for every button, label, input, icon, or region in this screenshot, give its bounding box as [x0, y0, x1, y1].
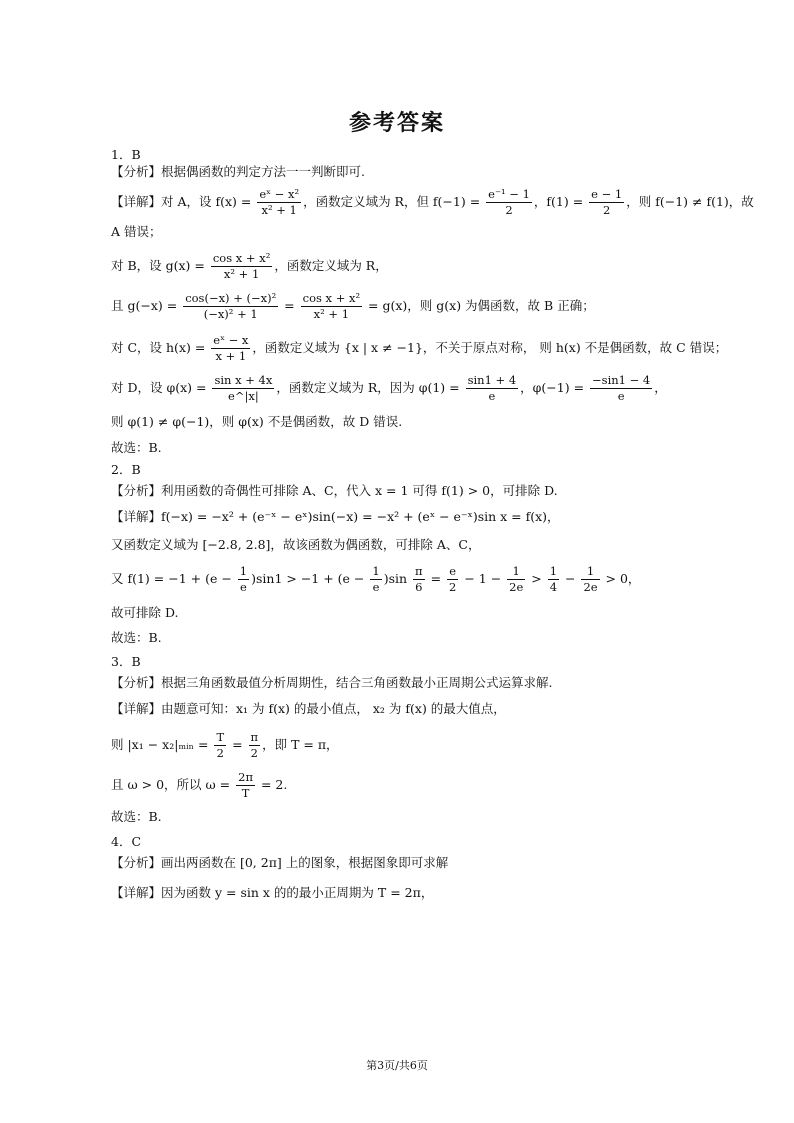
q2-number: 2．B	[111, 462, 141, 477]
fraction: $\frac{e - 1}{2}$	[591, 187, 623, 217]
q1-analysis: 【分析】根据偶函数的判定方法一一判断即可.	[111, 164, 365, 179]
fraction: $\frac{\text{sin x + 4x}}{e\^{}|x|}$	[214, 373, 273, 403]
fraction: $\frac{\text{eˣ − x}}{x + 1}$	[213, 333, 249, 363]
q3-answer: 故选：B.	[111, 809, 162, 824]
fraction: $\frac{e}{2}$	[449, 564, 457, 594]
fraction: $\frac{\text{cos x + x²}}{\text{x² + 1}}$	[212, 251, 271, 281]
q2-detail-2: 又函数定义域为 [−2.8, 2.8]，故该函数为偶函数，可排除 A、C，	[111, 537, 481, 552]
fraction: $\frac{1}{2e}$	[509, 564, 524, 594]
fraction: $\frac{\text{e⁻¹ − 1}}{2}$	[488, 187, 530, 217]
q3-analysis: 【分析】根据三角函数最值分析周期性，结合三角函数最小正周期公式运算求解.	[111, 675, 553, 690]
q1-detail-d1: 对 D，设 φ(x) = $\frac{\text{sin x + 4x}}{e\^{}|x|}$ ，函数定义域为 R，因为 φ(1) = $\frac{\sin 1 + 4}{e}$ ，φ(−1) = $\frac{-\sin 1 - 4}{e}$ ，	[111, 373, 667, 403]
q2-detail-3: 又 f(1) = −1 + (e − $\frac{1}{e}$ )sin1 > −1 + (e − $\frac{1}{e}$ )sin $\frac{\pi}{6}$ = $\frac{e}{2}$ − 1 − $\frac{1}{2e}$ > $\frac{1}{4}$ − $\frac{1}{2e}$ > 0，	[111, 564, 641, 594]
q4-analysis: 【分析】画出两函数在 [0, 2π] 上的图象，根据图象即可求解	[111, 855, 449, 870]
page-footer: 第3页/共6页	[366, 1059, 428, 1072]
q1-answer: 故选：B.	[111, 440, 162, 455]
q2-detail-4: 故可排除 D.	[111, 605, 179, 620]
q1-number: 1．B	[111, 147, 141, 162]
fraction: $\frac{\text{eˣ − x²}}{\text{x² + 1}}$	[259, 187, 300, 217]
q1-detail-b1: 对 B，设 g(x) = $\frac{\text{cos x + x²}}{\text{x² + 1}}$ ，函数定义域为 R，	[111, 251, 388, 281]
fraction: $\frac{\pi}{6}$	[415, 564, 423, 594]
fraction: $\frac{1}{e}$	[239, 564, 248, 594]
q2-detail-1: 【详解】f(−x) = −x² + (e⁻ˣ − eˣ)sin(−x) = −x² + (eˣ − e⁻ˣ)sin x = f(x)，	[111, 509, 560, 524]
q1-detail-d2: 则 φ(1) ≠ φ(−1)，则 φ(x) 不是偶函数，故 D 错误.	[111, 414, 403, 429]
q3-detail-2: 则 |x₁ − x₂|ₘᵢₙ = $\frac{T}{2}$ = $\frac{\pi}{2}$ ，即 T = π，	[111, 730, 339, 760]
fraction: $\frac{2\pi}{T}$	[238, 770, 254, 800]
fraction: $\frac{\text{cos x + x²}}{\text{x² + 1}}$	[302, 291, 361, 321]
q3-detail-3: 且 ω > 0，所以 ω = $\frac{2\pi}{T}$ = 2.	[111, 770, 288, 800]
fraction: $\frac{T}{2}$	[216, 730, 225, 760]
q1-detail-b2: 且 g(−x) = $\frac{\text{cos(−x) + (−x)²}}{\text{(−x)² + 1}}$ = $\frac{\text{cos x + x²}}{\text{x² + 1}}$ = g(x)，则 g(x) 为偶函数，故 B 正确；	[111, 291, 595, 321]
q4-number: 4．C	[111, 834, 142, 849]
q1-detail-a-end: A 错误；	[111, 224, 162, 239]
fraction: $\frac{1}{e}$	[372, 564, 380, 594]
q1-detail-a: 【详解】对 A，设 f(x) = $\frac{\text{eˣ − x²}}{\text{x² + 1}}$ ，函数定义域为 R，但 f(−1) = $\frac{\text{e⁻¹ − 1}}{2}$ ，f(1) = $\frac{e - 1}{2}$ ，则 f(−1) ≠ f(1)，故	[111, 187, 754, 217]
answer-content	[111, 146, 754, 910]
page-title: 参考答案	[348, 111, 445, 136]
q4-detail-1: 【详解】因为函数 y = sin x 的的最小正周期为 T = 2π，	[111, 885, 434, 900]
fraction: $\frac{1}{2e}$	[583, 564, 598, 594]
fraction: $\frac{\text{cos(−x) + (−x)²}}{\text{(−x)² + 1}}$	[185, 291, 277, 321]
q3-detail-1: 【详解】由题意可知：x₁ 为 f(x) 的最小值点， x₂ 为 f(x) 的最大值点，	[111, 701, 506, 716]
q1-detail-c: 对 C，设 h(x) = $\frac{\text{eˣ − x}}{x + 1}$ ，函数定义域为 {x | x ≠ −1}，不关于原点对称， 则 h(x) 不是偶函数，故 C 错误；	[111, 333, 728, 363]
fraction: $\frac{\sin 1 + 4}{e}$	[467, 373, 517, 403]
fraction: $\frac{-\sin 1 - 4}{e}$	[592, 373, 651, 403]
q3-number: 3．B	[111, 654, 141, 669]
fraction: $\frac{\pi}{2}$	[250, 730, 259, 760]
fraction: $\frac{1}{4}$	[549, 564, 558, 594]
q2-answer: 故选：B.	[111, 630, 162, 645]
q2-analysis: 【分析】利用函数的奇偶性可排除 A、C，代入 x = 1 可得 f(1) > 0，可排除 D.	[111, 483, 558, 498]
